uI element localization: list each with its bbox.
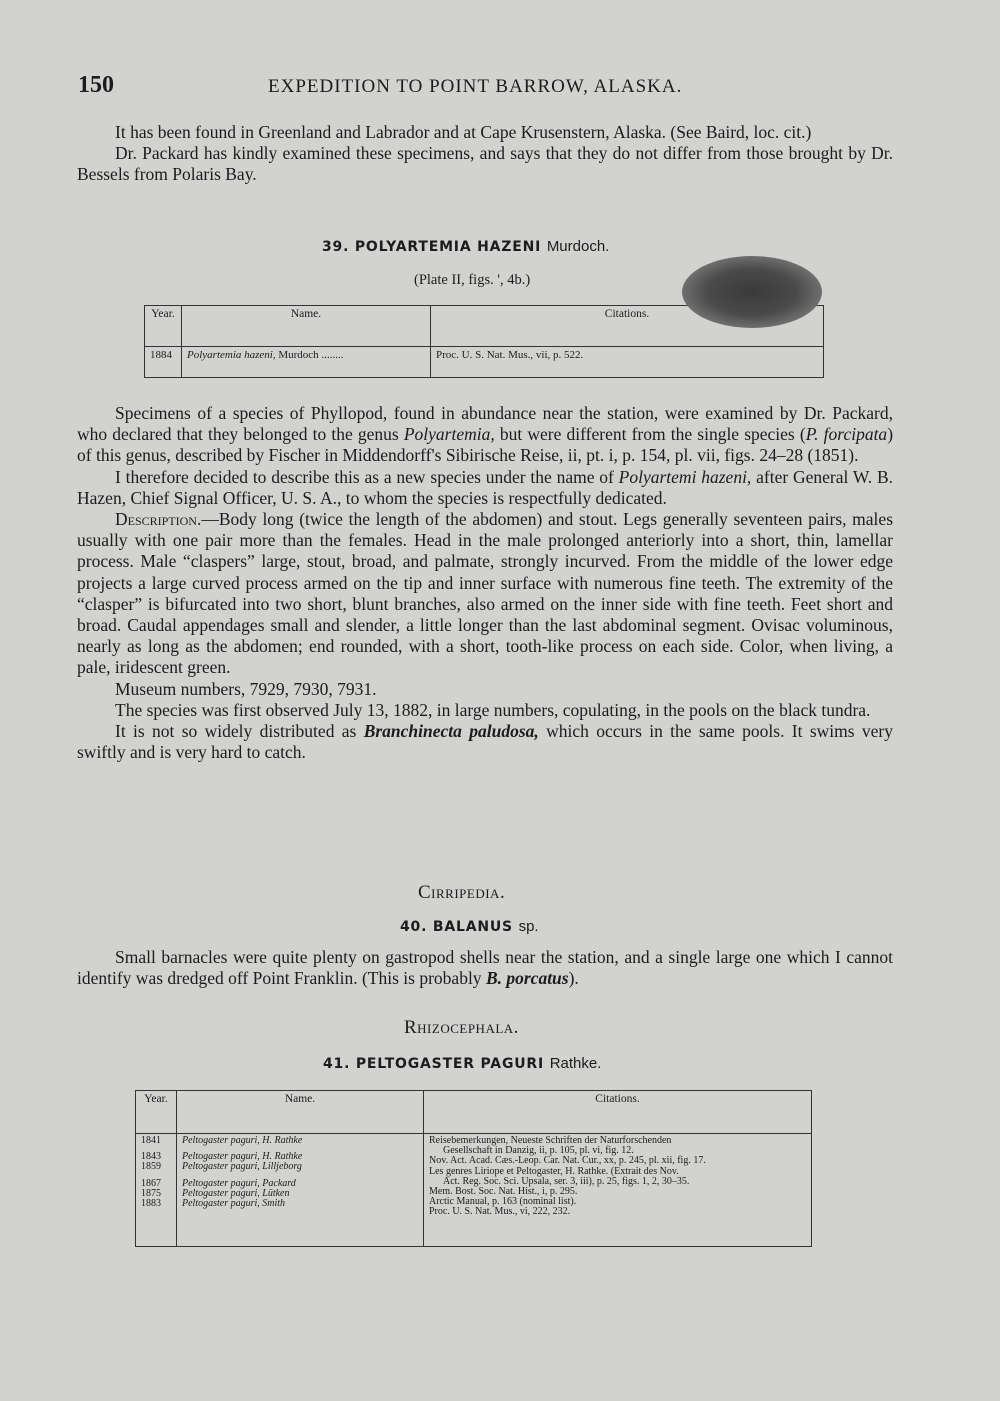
citations-column-header: Citations.: [424, 1091, 812, 1134]
table-row: [145, 347, 824, 378]
species-39-text: [77, 403, 893, 763]
species-41-heading: [323, 1055, 601, 1072]
intro-paragraphs: [77, 122, 893, 186]
species-39-paragraph-1: Specimens of a species of Phyllopod, found in abundance near the station, were examined by Dr. Packard, who declared that they belonged to the genus Polyartemia, but were different from the single species (P. forcipata) of this genus, described by Fischer in Middendorff's Sibirische Reise, ii, pt. i, p. 154, pl. vii, figs. 24–28 (1851).: [77, 403, 894, 466]
running-title: EXPEDITION TO POINT BARROW, ALASKA.: [268, 76, 683, 97]
species-41-citation-table: [135, 1090, 812, 1247]
citation-cell: Reisebemerkungen, Neueste Schriften der Naturforschenden Gesellschaft in Danzig, ii, p. 105, pl. vi, fig. 12. Nov. Act. Acad. Cæs.-Leop. Car. Nat. Cur., xx, p. 245, pl. xii, fig. 17. Les genres Liriope et Peltogaster, H. Rathke. (Extrait des Nov. Act. Reg. Soc. Sci. Upsala, ser. 3, iii), p. 25, figs. 1, 2, 30–35. Mem. Bost. Soc. Nat. Hist., i, p. 295. Arctic Manual, p. 163 (nominal list). Proc. U. S. Nat. Mus., vi, 222, 232.: [424, 1134, 812, 1247]
species-39-plate-ref: (Plate II, figs. ', 4b.): [414, 272, 531, 288]
citations-column-header: Citations.: [431, 306, 824, 347]
taxon-name: Polyartemia hazeni,: [187, 349, 276, 361]
year-cell: 1841 1843 1859 1867 1875 1883: [136, 1134, 177, 1247]
year-cell: 1884: [145, 347, 182, 378]
species-40-sp: sp.: [518, 918, 539, 935]
table-row: [136, 1134, 812, 1247]
name-column-header: Name.: [177, 1091, 424, 1134]
species-39-name: 39. POLYARTEMIA HAZENI: [322, 239, 542, 255]
species-40-name: 40. BALANUS: [400, 919, 513, 935]
species-39-heading: [322, 238, 609, 255]
rhizocephala-section-title: Rhizocephala.: [404, 1017, 519, 1038]
species-39-paragraph-2: I therefore decided to describe this as a new species under the name of Polyartemi hazeni, after General W. B. Hazen, Chief Signal Officer, U. S. A., to whom the species is respectfully dedicated.: [77, 466, 894, 508]
intro-paragraph-2: Dr. Packard has kindly examined these specimens, and says that they do not differ from those brought by Dr. Bessels from Polaris Bay.: [77, 143, 893, 185]
name-cell: Polyartemia hazeni, Murdoch ........: [182, 347, 431, 378]
species-39-paragraph-3: The species was first observed July 13, 1882, in large numbers, copulating, in the pools on the black tundra.: [115, 699, 871, 720]
taxon-author: Murdoch: [278, 349, 319, 361]
name-cell: Peltogaster paguri, H. Rathke Peltogaster paguri, H. Rathke Peltogaster paguri, Lilljeborg Peltogaster paguri, Packard Peltogaster paguri, Lütken Peltogaster paguri, Smith: [177, 1134, 424, 1247]
cirripedia-paragraph: Small barnacles were quite plenty on gastropod shells near the station, and a single large one which I cannot identify was dredged off Point Franklin. (This is probably B. porcatus).: [77, 947, 893, 989]
table-header-row: [136, 1091, 812, 1134]
species-39-author: Murdoch.: [546, 238, 610, 255]
species-40-heading: [400, 918, 539, 935]
year-column-header: Year.: [136, 1091, 177, 1134]
year-column-header: Year.: [145, 306, 182, 347]
citation-cell: Proc. U. S. Nat. Mus., vii, p. 522.: [431, 347, 824, 378]
species-41-author: Rathke.: [549, 1055, 602, 1072]
cirripedia-text: [77, 947, 893, 989]
species-39-paragraph-4: It is not so widely distributed as Branchinecta paludosa, which occurs in the same pools. It swims very swiftly and is very hard to catch.: [77, 721, 893, 763]
species-39-description: Description.—Body long (twice the length of the abdomen) and stout. Legs generally seventeen pairs, males usually with one pair more than the females. Head in the male prolonged anteriorly into a short, thin, lamellar process. Male “claspers” large, stout, broad, and palmate, strongly incurved. From the middle of the lower edge projects a large curved process armed on the tip and inner surface with numerous fine teeth. The extremity of the “clasper” is bifurcated into two short, blunt branches, also armed on the inner side with fine teeth. Feet short and broad. Caudal appendages small and slender, a little longer than the last abdominal segment. Ovisac voluminous, nearly as long as the abdomen; end rounded, with a short, tooth-like process on each side. Color, when living, a pale, iridescent green.: [77, 509, 893, 678]
name-column-header: Name.: [182, 306, 431, 347]
ink-smudge: [682, 256, 822, 328]
species-41-name: 41. PELTOGASTER PAGURI: [323, 1056, 544, 1072]
page-number: 150: [78, 72, 114, 98]
cirripedia-section-title: Cirripedia.: [418, 882, 506, 903]
species-39-museum-numbers: Museum numbers, 7929, 7930, 7931.: [115, 678, 377, 699]
intro-paragraph-1: It has been found in Greenland and Labrador and at Cape Krusenstern, Alaska. (See Baird, loc. cit.): [115, 122, 812, 142]
